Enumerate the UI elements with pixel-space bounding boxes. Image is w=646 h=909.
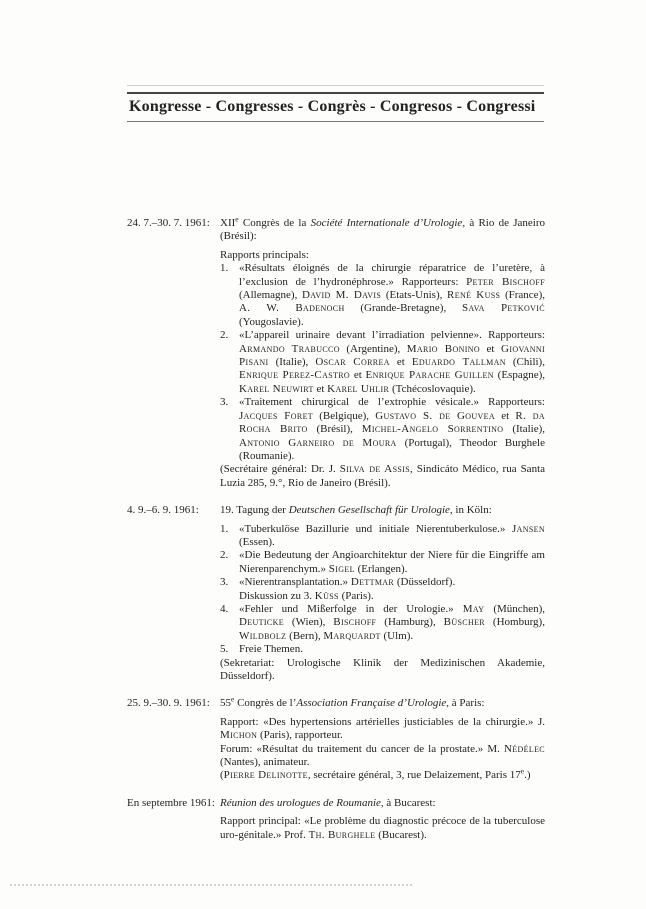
numbered-item xyxy=(220,549,545,576)
paragraph xyxy=(220,657,545,684)
numbered-item xyxy=(220,262,545,329)
entry-date: 24. 7.–30. 7. 1961: xyxy=(127,217,210,229)
numbered-item xyxy=(220,396,545,463)
paragraph-text: Rapport: «Des hypertensions artérielles justiciables de la chirurgie.» J. Michon (Paris), rapporteur. xyxy=(220,715,545,742)
paragraph xyxy=(220,743,545,770)
item-text: «Résultats éloignés de la chirurgie réparatrice de l’uretère, à l’exclusion de l’hydronéphrose.» Rapporteurs: Peter Bischoff (Allemagne), David M. Davis (Etats-Unis), René Kuss (France), A. W. Badenoch (Grande-Bretagne), Sava Petković (Yougoslavie). xyxy=(239,262,545,328)
entry-title: 55e Congrès de l’Association Française d’Urologie, à Paris: xyxy=(220,694,485,710)
entry-date: 4. 9.–6. 9. 1961: xyxy=(127,504,199,517)
header-rule-bottom xyxy=(127,121,544,122)
item-text: «Traitement chirurgical de l’extrophie vésicale.» Rapporteurs: Jacques Foret (Belgique), Gustavo S. de Gouvea et R. da Rocha Brito (Brésil), Michel-Angelo Sorrentino (Italie), Antonio Garneiro de Moura (Portugal), Theodor Burghele (Roumanie). xyxy=(239,396,545,462)
item-number: 1. xyxy=(220,262,229,275)
entry xyxy=(127,797,545,842)
item-number: 1. xyxy=(220,522,229,535)
entry-title: 19. Tagung der Deutschen Gesellschaft für Urologie, in Köln: xyxy=(220,504,492,517)
item-text: «L’appareil urinaire devant l’irradiation pelvienne». Rapporteurs: Armando Trabucco (Argentine), Mario Bonino et Giovanni Pisani (Italie), Oscar Correa et Eduardo Tallman (Chili), Enrique Perez-Castro et Enrique Parache Guillen (Espagne), Karel Neuwirt et Karel Uhlir (Tchécoslovaquie). xyxy=(239,329,545,395)
entries-list xyxy=(127,214,546,856)
item-text: «Fehler und Mißerfolge in der Urologie.» May (München), Deuticke (Wien), Bischoff (Hamburg), Büscher (Homburg), Wildbolz (Bern), Marquardt (Ulm). xyxy=(239,602,545,642)
entry-blocks xyxy=(220,249,545,490)
item-text: «Tuberkulöse Bazillurie und initiale Nierentuberkulose.» Jansen (Essen). xyxy=(239,522,545,548)
entry-blocks xyxy=(220,815,545,842)
paragraph-text: (Secrétaire général: Dr. J. Silva de Assis, Sindicáto Médico, rua Santa Luzia 285, 9.°, Rio de Janeiro (Brésil). xyxy=(220,463,546,489)
item-number: 4. xyxy=(220,602,229,615)
entry-content xyxy=(220,214,546,490)
page-title: Kongresse - Congresses - Congrès - Congresos - Congressi xyxy=(129,98,536,115)
numbered-item xyxy=(220,523,545,550)
item-number: 2. xyxy=(220,549,229,562)
item-number: 5. xyxy=(220,643,229,656)
item-text: «Die Bedeutung der Angioarchitektur der Niere für die Eingriffe am Nierenparenchym.» Sigel (Erlangen). xyxy=(239,549,545,575)
numbered-item xyxy=(220,329,545,396)
paragraph xyxy=(220,716,545,743)
item-text: Freie Themen. xyxy=(239,643,303,656)
entry-title: XIIe Congrès de la Société Internationale d’Urologie, à Rio de Janeiro (Brésil): xyxy=(220,214,545,243)
entry xyxy=(127,504,545,683)
item-text: «Nierentransplantation.» Dettmar (Düsseldorf). Diskussion zu 3. Küss (Paris). xyxy=(239,576,456,602)
entry xyxy=(127,214,546,490)
entry-content xyxy=(220,694,545,782)
scan-artifact-dotted-line xyxy=(10,884,412,886)
paragraph-text: Forum: «Résultat du traitement du cancer de la prostate.» M. Nédélec (Nantes), animateur. xyxy=(220,742,545,769)
paragraph xyxy=(220,463,545,490)
item-number: 3. xyxy=(220,576,229,589)
numbered-item xyxy=(220,643,545,656)
entry-date: En septembre 1961: xyxy=(127,796,215,809)
paragraph-text: Rapports principals: xyxy=(220,248,309,261)
paragraph-text: (Sekretariat: Urologische Klinik der Medizinischen Akademie, Düsseldorf). xyxy=(220,656,545,682)
item-number: 3. xyxy=(220,396,229,409)
entry-content xyxy=(220,797,545,842)
item-number: 2. xyxy=(220,329,229,342)
entry xyxy=(127,694,545,782)
header-rule-faint xyxy=(127,85,544,86)
entry-blocks xyxy=(220,716,545,783)
numbered-item xyxy=(220,576,545,603)
paragraph xyxy=(220,815,545,842)
numbered-item xyxy=(220,603,545,643)
paragraph-text: (Pierre Delinotte, secrétaire général, 3, rue Delaizement, Paris 17e.) xyxy=(220,766,531,782)
page-header xyxy=(127,85,544,122)
paragraph xyxy=(220,766,545,782)
entry-blocks xyxy=(220,523,545,684)
paragraph-text: Rapport principal: «Le problème du diagnostic précoce de la tuberculose uro-génitale.» Prof. Th. Burghele (Bucarest). xyxy=(220,815,545,841)
paragraph xyxy=(220,249,545,262)
entry-content xyxy=(220,504,545,683)
entry-date: 25. 9.–30. 9. 1961: xyxy=(127,697,210,710)
entry-title: Réunion des urologues de Roumanie, à Bucarest: xyxy=(220,796,436,809)
